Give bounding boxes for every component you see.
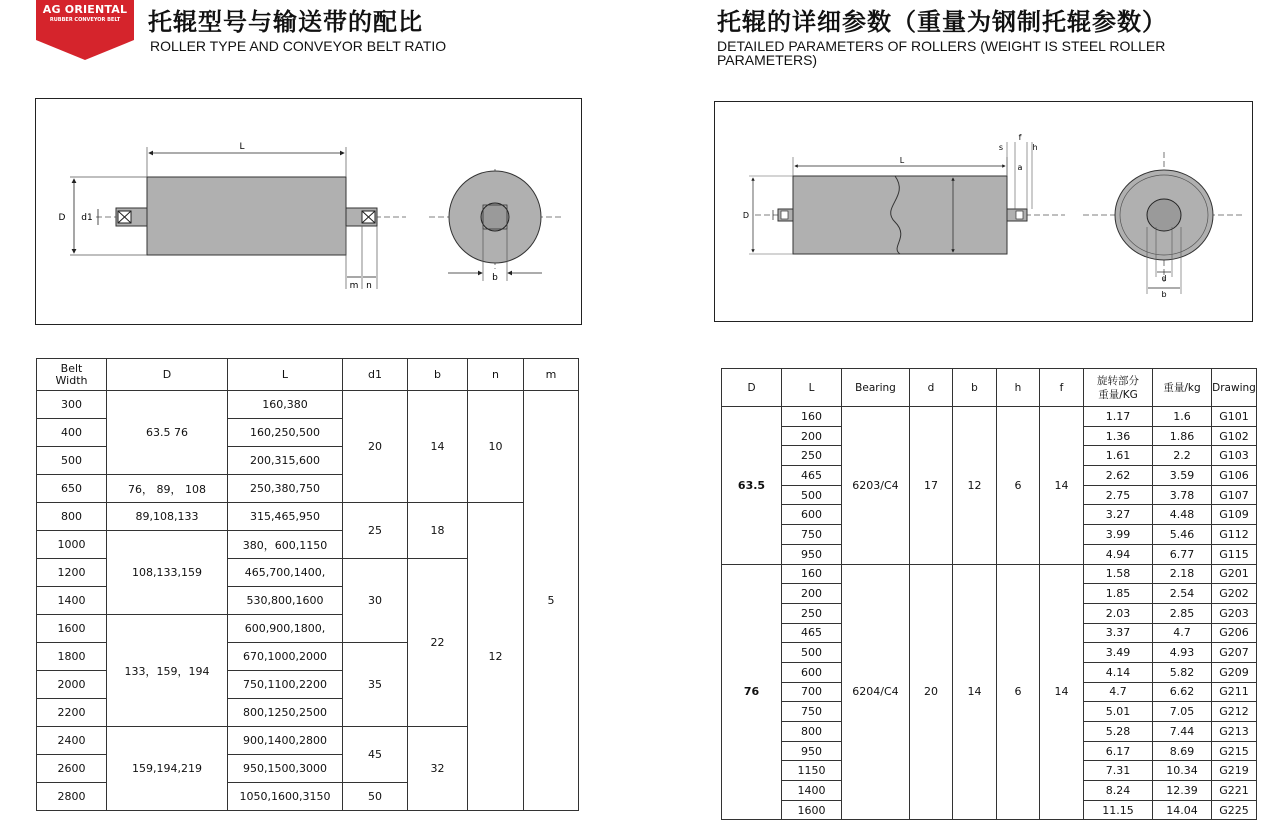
l-cell: 900,1400,2800 (228, 727, 343, 755)
rotating-weight-cell: 3.49 (1084, 643, 1153, 663)
l-cell: 160 (782, 564, 842, 584)
l-cell: 250 (782, 446, 842, 466)
left-roller-diagram (35, 98, 582, 325)
dim-label-f: f (1018, 133, 1022, 142)
l-cell: 750 (782, 702, 842, 722)
d1-cell: 50 (343, 783, 408, 811)
table-row (37, 503, 579, 531)
l-cell: 800,1250,2500 (228, 699, 343, 727)
drawing-cell: G106 (1212, 466, 1257, 486)
weight-cell: 1.6 (1153, 407, 1212, 427)
col-weight: 重量/kg (1153, 369, 1212, 407)
l-cell: 250,380,750 (228, 475, 343, 503)
bearing-cell: 6204/C4 (842, 564, 910, 820)
weight-cell: 3.78 (1153, 485, 1212, 505)
b-cell: 18 (408, 503, 468, 559)
col-bearing: Bearing (842, 369, 910, 407)
dim-label-L: L (899, 156, 905, 165)
col-D: D (722, 369, 782, 407)
dim-label-m: m (349, 281, 359, 291)
l-cell: 200,315,600 (228, 447, 343, 475)
rotating-weight-cell: 8.24 (1084, 781, 1153, 801)
table-row (722, 407, 1257, 427)
drawing-cell: G221 (1212, 781, 1257, 801)
weight-cell: 4.48 (1153, 505, 1212, 525)
h-cell: 6 (997, 407, 1040, 565)
roller-belt-ratio-table (36, 358, 579, 811)
dim-label-d1: d1 (81, 213, 93, 223)
brand-tagline: RUBBER CONVEYOR BELT (49, 17, 121, 23)
l-cell: 160,250,500 (228, 419, 343, 447)
f-cell: 14 (1040, 564, 1084, 820)
rotating-weight-cell: 6.17 (1084, 741, 1153, 761)
shaft-d-cell: 20 (910, 564, 953, 820)
belt-width-cell: 2600 (37, 755, 107, 783)
weight-cell: 14.04 (1153, 800, 1212, 820)
roller-drawing (36, 99, 581, 324)
weight-cell: 2.2 (1153, 446, 1212, 466)
drawing-cell: G101 (1212, 407, 1257, 427)
drawing-cell: G206 (1212, 623, 1257, 643)
table-row (37, 391, 579, 419)
l-cell: 380，600,1150 (228, 531, 343, 559)
drawing-cell: G211 (1212, 682, 1257, 702)
brand-name: AG ORIENTAL (42, 3, 128, 16)
drawing-cell: G102 (1212, 426, 1257, 446)
rotating-weight-cell: 5.28 (1084, 722, 1153, 742)
l-cell: 700 (782, 682, 842, 702)
drawing-cell: G207 (1212, 643, 1257, 663)
col-m: m (524, 359, 579, 391)
d1-cell: 25 (343, 503, 408, 559)
belt-width-cell: 1600 (37, 615, 107, 643)
d-cell: 63.5 76 (107, 391, 228, 475)
dim-label-d: d (1161, 274, 1167, 283)
d1-cell: 20 (343, 391, 408, 503)
l-cell: 530,800,1600 (228, 587, 343, 615)
n-cell: 10 (468, 391, 524, 503)
drawing-cell: G202 (1212, 584, 1257, 604)
belt-width-cell: 1800 (37, 643, 107, 671)
col-L: L (228, 359, 343, 391)
n-cell: 12 (468, 503, 524, 811)
l-cell: 500 (782, 485, 842, 505)
d1-cell: 45 (343, 727, 408, 783)
right-roller-diagram (714, 101, 1253, 322)
drawing-cell: G209 (1212, 662, 1257, 682)
weight-cell: 2.18 (1153, 564, 1212, 584)
brand-logo (36, 0, 134, 60)
dim-label-s: s (998, 143, 1004, 152)
l-cell: 465 (782, 623, 842, 643)
rotating-weight-cell: 1.36 (1084, 426, 1153, 446)
weight-cell: 4.7 (1153, 623, 1212, 643)
roller-detail-drawing (715, 102, 1252, 321)
l-cell: 950 (782, 741, 842, 761)
l-cell: 1400 (782, 781, 842, 801)
l-cell: 200 (782, 426, 842, 446)
belt-width-cell: 2800 (37, 783, 107, 811)
belt-width-cell: 2400 (37, 727, 107, 755)
l-cell: 315,465,950 (228, 503, 343, 531)
rotating-weight-cell: 1.85 (1084, 584, 1153, 604)
weight-cell: 12.39 (1153, 781, 1212, 801)
m-cell: 5 (524, 391, 579, 811)
col-rotating-weight: 旋转部分 重量/KG (1084, 369, 1153, 407)
l-cell: 250 (782, 603, 842, 623)
left-title-cn: 托辊型号与输送带的配比 (148, 8, 423, 36)
weight-cell: 3.59 (1153, 466, 1212, 486)
b-cell: 22 (408, 559, 468, 727)
l-cell: 800 (782, 722, 842, 742)
b-cell: 14 (953, 564, 997, 820)
d-cell: 133，159，194 (107, 615, 228, 727)
l-cell: 465 (782, 466, 842, 486)
d-cell: 159,194,219 (107, 727, 228, 811)
weight-cell: 6.77 (1153, 544, 1212, 564)
l-cell: 1050,1600,3150 (228, 783, 343, 811)
drawing-cell: G212 (1212, 702, 1257, 722)
drawing-cell: G213 (1212, 722, 1257, 742)
right-title-en: DETAILED PARAMETERS OF ROLLERS (WEIGHT IS STEEL ROLLER PARAMETERS) (717, 38, 1166, 68)
l-cell: 500 (782, 643, 842, 663)
table-row (722, 564, 1257, 584)
weight-cell: 4.93 (1153, 643, 1212, 663)
col-b: b (953, 369, 997, 407)
weight-cell: 7.05 (1153, 702, 1212, 722)
l-cell: 200 (782, 584, 842, 604)
b-cell: 14 (408, 391, 468, 503)
bearing-cell: 6203/C4 (842, 407, 910, 565)
drawing-cell: G215 (1212, 741, 1257, 761)
col-drawing: Drawing (1212, 369, 1257, 407)
rotating-weight-cell: 1.61 (1084, 446, 1153, 466)
weight-cell: 5.46 (1153, 525, 1212, 545)
dim-label-a: a (1017, 163, 1023, 172)
rotating-weight-cell: 5.01 (1084, 702, 1153, 722)
l-cell: 600 (782, 505, 842, 525)
rotating-weight-cell: 7.31 (1084, 761, 1153, 781)
belt-width-cell: 1400 (37, 587, 107, 615)
h-cell: 6 (997, 564, 1040, 820)
dim-label-L: L (239, 142, 245, 152)
l-cell: 465,700,1400, (228, 559, 343, 587)
drawing-cell: G225 (1212, 800, 1257, 820)
belt-width-cell: 800 (37, 503, 107, 531)
rotating-weight-cell: 4.94 (1084, 544, 1153, 564)
drawing-cell: G203 (1212, 603, 1257, 623)
col-belt-width: Belt Width (37, 359, 107, 391)
shaft-d-cell: 17 (910, 407, 953, 565)
l-cell: 750,1100,2200 (228, 671, 343, 699)
roller-parameters-table (721, 368, 1257, 820)
col-b: b (408, 359, 468, 391)
rotating-weight-cell: 1.58 (1084, 564, 1153, 584)
l-cell: 950,1500,3000 (228, 755, 343, 783)
l-cell: 160 (782, 407, 842, 427)
b-cell: 32 (408, 727, 468, 811)
rotating-weight-cell: 1.17 (1084, 407, 1153, 427)
col-d1: d1 (343, 359, 408, 391)
rotating-weight-cell: 3.27 (1084, 505, 1153, 525)
weight-cell: 10.34 (1153, 761, 1212, 781)
drawing-cell: G112 (1212, 525, 1257, 545)
col-d: d (910, 369, 953, 407)
d-cell: 76， 89， 108 (107, 475, 228, 503)
belt-width-cell: 1000 (37, 531, 107, 559)
belt-width-cell: 500 (37, 447, 107, 475)
belt-width-cell: 1200 (37, 559, 107, 587)
weight-cell: 1.86 (1153, 426, 1212, 446)
belt-width-cell: 300 (37, 391, 107, 419)
belt-width-cell: 2200 (37, 699, 107, 727)
drawing-cell: G103 (1212, 446, 1257, 466)
l-cell: 600,900,1800, (228, 615, 343, 643)
rotating-weight-cell: 2.03 (1084, 603, 1153, 623)
weight-cell: 7.44 (1153, 722, 1212, 742)
dim-label-D: D (58, 213, 66, 223)
drawing-cell: G201 (1212, 564, 1257, 584)
d-cell: 89,108,133 (107, 503, 228, 531)
col-L: L (782, 369, 842, 407)
l-cell: 1150 (782, 761, 842, 781)
d1-cell: 35 (343, 643, 408, 727)
dim-label-D: D (742, 211, 750, 220)
d1-cell: 30 (343, 559, 408, 643)
drawing-cell: G219 (1212, 761, 1257, 781)
d-cell: 108,133,159 (107, 531, 228, 615)
l-cell: 600 (782, 662, 842, 682)
rotating-weight-cell: 4.7 (1084, 682, 1153, 702)
weight-cell: 2.85 (1153, 603, 1212, 623)
rotating-weight-cell: 2.62 (1084, 466, 1153, 486)
dim-label-b: b (1161, 290, 1167, 299)
rotating-weight-cell: 4.14 (1084, 662, 1153, 682)
dim-label-n: n (366, 281, 372, 291)
right-title-cn: 托辊的详细参数（重量为钢制托辊参数） (717, 8, 1167, 36)
l-cell: 160,380 (228, 391, 343, 419)
col-f: f (1040, 369, 1084, 407)
l-cell: 750 (782, 525, 842, 545)
dim-label-h: h (1032, 143, 1038, 152)
l-cell: 950 (782, 544, 842, 564)
b-cell: 12 (953, 407, 997, 565)
belt-width-cell: 400 (37, 419, 107, 447)
rotating-weight-cell: 2.75 (1084, 485, 1153, 505)
col-h: h (997, 369, 1040, 407)
dim-label-b: b (492, 273, 498, 283)
rotating-weight-cell: 3.99 (1084, 525, 1153, 545)
rotating-weight-cell: 11.15 (1084, 800, 1153, 820)
weight-cell: 5.82 (1153, 662, 1212, 682)
rotating-weight-cell: 3.37 (1084, 623, 1153, 643)
weight-cell: 8.69 (1153, 741, 1212, 761)
weight-cell: 6.62 (1153, 682, 1212, 702)
l-cell: 670,1000,2000 (228, 643, 343, 671)
left-title-en: ROLLER TYPE AND CONVEYOR BELT RATIO (150, 38, 447, 54)
belt-width-cell: 650 (37, 475, 107, 503)
drawing-cell: G107 (1212, 485, 1257, 505)
weight-cell: 2.54 (1153, 584, 1212, 604)
f-cell: 14 (1040, 407, 1084, 565)
col-D: D (107, 359, 228, 391)
col-n: n (468, 359, 524, 391)
drawing-cell: G115 (1212, 544, 1257, 564)
l-cell: 1600 (782, 800, 842, 820)
d-cell: 76 (722, 564, 782, 820)
drawing-cell: G109 (1212, 505, 1257, 525)
belt-width-cell: 2000 (37, 671, 107, 699)
d-cell: 63.5 (722, 407, 782, 565)
